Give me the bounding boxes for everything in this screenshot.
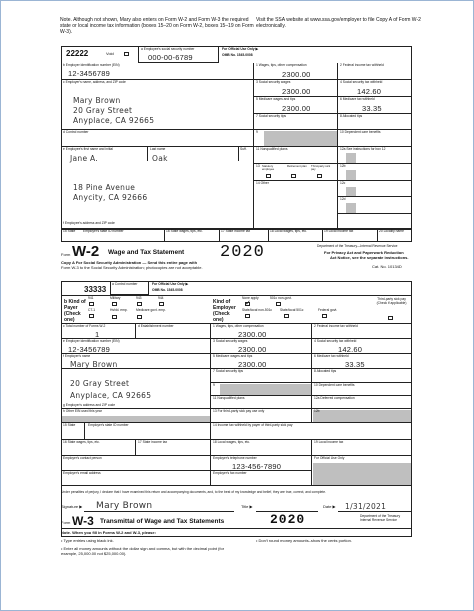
w3-b15-divider (84, 423, 85, 440)
w3-payer-hshld-checkbox[interactable] (112, 315, 117, 319)
w2-form-label: Form (61, 252, 71, 257)
w3-box-c-label: c Total number of Forms W-2 (63, 324, 106, 328)
w2-b14-label: 14 Other (256, 181, 269, 185)
w3-employer-city[interactable]: Anyplace, CA 92665 (70, 391, 152, 400)
w3-payer-medicare: Medicare govt. emp. (136, 308, 166, 312)
w3-emp-state-501c-checkbox[interactable] (284, 314, 289, 318)
w2-b18-label: 18 Local wages, tips, etc. (270, 229, 308, 233)
w2-b7-label: 7 Social security tips (256, 114, 287, 118)
w3-date-label: Date ▶ (323, 504, 336, 509)
w2-box-a-label: a Employee's social security number (141, 47, 195, 51)
w3-email-label: Employer's email address (63, 471, 101, 475)
w2-b3-value[interactable]: 2300.00 (282, 87, 311, 96)
w3-form-label: Form (61, 520, 71, 525)
w2-official-use: For Official Use Only ▶ (222, 47, 259, 51)
w3-payer-medicare-checkbox[interactable] (137, 315, 142, 319)
w2-ssn-value[interactable]: 000-00-6789 (148, 53, 193, 62)
w3-form-name: W-3 (72, 514, 94, 528)
w3-box-h-label: h Other EIN used this year (63, 409, 102, 413)
w2-b2-label: 2 Federal income tax withheld (340, 63, 384, 67)
w3-phone-value[interactable]: 123-456-7890 (232, 462, 282, 471)
w2-b9-label: 9 (256, 130, 258, 134)
w2-12d-code-shade (346, 203, 356, 213)
w2-suff-divider (238, 147, 239, 161)
w2-b15b-label: Employer's state ID number (83, 229, 124, 233)
w2-name-divider (147, 147, 148, 161)
w3-fax-label: Employer's fax number (213, 471, 247, 475)
w3-b11-label: 11 Nonqualified plans (213, 396, 245, 400)
w3-payer-944: 944 (158, 296, 164, 300)
w3-b13-label: 13 For third-party sick pay use only (213, 409, 265, 413)
w3-dept2: Internal Revenue Service (360, 518, 398, 522)
w2-b12b-label: 12b (340, 164, 346, 168)
w2-b17-label: 17 State income tax (221, 229, 251, 233)
w3-b4-label: 4 Social security tax withheld (314, 339, 357, 343)
w3-b17-label: 17 State income tax (138, 440, 168, 444)
w3-b15-label: 15 State (63, 423, 76, 427)
w2-b4-label: 4 Social security tax withheld (340, 80, 383, 84)
w3-b5-value[interactable]: 2300.00 (238, 360, 267, 369)
w3-box-e-label: e Employer identification number (EIN) (63, 339, 120, 343)
w3-b3-value[interactable]: 2300.00 (238, 345, 267, 354)
w2-dept: Department of the Treasury—Internal Revenue Service (317, 244, 398, 248)
w2-employer-city[interactable]: Anyplace, CA 92665 (73, 116, 155, 125)
w3-box-12b-shade (313, 410, 411, 422)
w2-employee-city[interactable]: Anycity, CA 92666 (73, 193, 148, 202)
w3-box-e-value[interactable]: 12-3456789 (68, 345, 111, 354)
w3-payer-military: Military (110, 296, 121, 300)
w2-state-div3 (268, 229, 269, 242)
w3-third-party: Third-party sick pay (Check if applicable) (376, 297, 407, 305)
w3-bullet1: • Type entries using black ink. (61, 538, 114, 543)
w3-b14-label: 14 Income tax withheld by payer of third-party sick pay (213, 423, 293, 427)
w2-box-d-label: d Control number (63, 130, 89, 134)
w2-b10-label: 10 Dependent care benefits (340, 130, 381, 134)
w2-cat: Cat. No. 10134D (372, 264, 402, 269)
w3-perjury: Under penalties of perjury, I declare that I have examined this return and accompanying documents, and, to the best of my knowledge and belief, they are true, correct, and complete. (61, 490, 326, 494)
w3-b7-label: 7 Social security tips (213, 369, 244, 373)
w2-b5-value[interactable]: 2300.00 (282, 104, 311, 113)
w3-official-use: For Official Use Only ▶ (152, 282, 189, 286)
w3-b19-label: 19 Local income tax (314, 440, 344, 444)
w3-b6-label: 6 Medicare tax withheld (314, 354, 349, 358)
w3-payer-941-checkbox[interactable] (89, 302, 94, 306)
w2-void-label: Void (106, 51, 114, 56)
w3-omb: OMB No. 1545-0008 (152, 288, 183, 292)
w3-signature[interactable]: Mary Brown (96, 501, 153, 511)
w2-b15-label: 15 State (63, 229, 76, 233)
w3-payer-military-checkbox[interactable] (112, 302, 117, 306)
w3-emp-federal-checkbox[interactable] (322, 314, 327, 318)
note-left: Note. Although not shown, Mary also enters on Form W-2 and Form W-3 the required state or local income tax information (boxes 15–20 on Form W-2, boxes 15–19 on Form W-3). (60, 17, 254, 35)
w2-control-code: 22222 (66, 49, 89, 58)
w3-b4-value[interactable]: 142.60 (338, 345, 363, 354)
w3-bullet2: • Enter all money amounts without the dollar sign and comma, but with the decimal point (for example, 25,000.00 not $25,000.00). (61, 546, 225, 556)
w3-official-use2: For Official Use Only (314, 456, 345, 460)
w2-b6-label: 6 Medicare tax withheld (340, 97, 375, 101)
w2-12a-code-shade (346, 153, 356, 163)
w2-b1-label: 1 Wages, tips, other compensation (256, 63, 307, 67)
w3-third-party-checkbox[interactable] (388, 316, 393, 320)
w3-year: 2020 (270, 512, 306, 527)
w2-void-checkbox[interactable] (124, 52, 129, 56)
note-right: Visit the SSA website at www.ssa.gov/employer to file Copy A of Form W-2 electronically. (256, 17, 421, 29)
w2-state-div1 (164, 229, 165, 242)
w3-emp-501c: 501c non-govt. (270, 296, 292, 300)
w3-b16-label: 16 State wages, tips, etc. (63, 440, 100, 444)
w2-b11-label: 11 Nonqualified plans (256, 147, 288, 151)
w2-b13-label: 13 (256, 164, 260, 168)
w3-box-c-value[interactable]: 1 (95, 330, 100, 339)
w2-box-c-label: c Employer's name, address, and ZIP code (63, 80, 126, 84)
w3-emp-state-non: State/local non-501c (242, 308, 273, 312)
w3-emp-501c-checkbox[interactable] (276, 302, 281, 306)
w3-box-f-label: f Employer's name (63, 354, 91, 358)
w3-payer-944-checkbox[interactable] (159, 302, 164, 306)
w3-employer-name[interactable]: Mary Brown (70, 360, 118, 369)
w2-b20-label: 20 Locality name (379, 229, 404, 233)
w3-b15b-label: Employer's state ID number (88, 423, 129, 427)
w2-box-e-label: e Employee's first name and initial (63, 147, 113, 151)
w3-payer-hshld: Hshld. emp. (110, 308, 128, 312)
w3-payer-ct1: CT-1 (88, 308, 96, 312)
w3-b5-label: 5 Medicare wages and tips (213, 354, 253, 358)
w2-b12c-label: 12c (340, 181, 346, 185)
w2-b13-opt3: Third-party sick pay (311, 164, 331, 171)
w3-payer-ct1-checkbox[interactable] (89, 314, 94, 318)
w2-12b-code-shade (346, 170, 356, 180)
w2-employer-name[interactable]: Mary Brown (73, 96, 121, 105)
w2-employer-street[interactable]: 20 Gray Street (73, 106, 133, 115)
w2-box-14-blank (338, 214, 412, 229)
w2-privacy1: For Privacy Act and Paperwork Reduction (324, 250, 404, 255)
w3-b12a-label: 12a Deferred compensation (314, 396, 355, 400)
w3-payer-943: 943 (136, 296, 142, 300)
w3-b2-label: 2 Federal income tax withheld (314, 324, 358, 328)
w3-employer-street[interactable]: 20 Gray Street (70, 379, 130, 388)
w2-suff-label: Suff. (240, 147, 247, 151)
w2-b1-value[interactable]: 2300.00 (282, 70, 311, 79)
w3-date-line (338, 511, 412, 512)
w2-b5-label: 5 Medicare wages and tips (256, 97, 296, 101)
w3-emp-state-non-checkbox[interactable] (245, 314, 250, 318)
w3-emp-none-check-mark: ✓ (245, 300, 251, 307)
w3-box-a-label: a Control number (112, 282, 138, 286)
w2-state-div4 (322, 229, 323, 242)
w2-privacy2: Act Notice, see the separate instructions. (330, 255, 409, 260)
w2-box-9-shade (264, 131, 337, 146)
w2-box-b-label: b Employer identification number (EIN) (63, 63, 120, 67)
w3-footer-rule (61, 528, 412, 529)
w2-copy-line1: Copy A For Social Security Administration — Send this entire page with (61, 260, 198, 265)
w2-employee-street[interactable]: 18 Pine Avenue (73, 183, 136, 192)
w3-emp-federal: Federal govt. (318, 308, 338, 312)
w3-date[interactable]: 1/31/2021 (345, 502, 387, 511)
w2-b8-label: 8 Allocated tips (340, 114, 363, 118)
w3-payer-943-checkbox[interactable] (137, 302, 142, 306)
w3-box-g-label: g Employer's address and ZIP code (63, 403, 116, 407)
w3-b10-label: 10 Dependent care benefits (314, 383, 355, 387)
w3-b12b-label: 12b (314, 409, 320, 413)
w3-kind-employer: Kind of Employer (Check one) (213, 299, 236, 323)
w3-signature-label: Signature ▶ (61, 504, 83, 509)
w2-b16-label: 16 State wages, tips, etc. (166, 229, 203, 233)
w3-send-note: Note. When you fill in Forms W-2 and W-3, please: (61, 530, 156, 535)
w2-form-title: Wage and Tax Statement (108, 249, 185, 256)
w2-omb: OMB No. 1545-0008 (222, 53, 253, 57)
w2-b13-opt1: Statutory employee (262, 164, 275, 171)
w3-box-9-shade (220, 384, 311, 395)
w3-box-h-shade (62, 416, 210, 422)
w3-emp-none: None apply (242, 296, 259, 300)
w2-form-name: W-2 (72, 243, 100, 260)
w2-sickpay-checkbox[interactable] (317, 174, 322, 178)
w3-b9-label: 9 (213, 383, 215, 387)
w2-box-f-label: f Employee's address and ZIP code (63, 221, 115, 225)
w3-payer-options (86, 296, 211, 323)
w3-b18-label: 18 Local wages, tips, etc. (213, 440, 251, 444)
w2-b12a-label: 12a See instructions for box 12 (340, 147, 386, 151)
w2-box-d (61, 130, 254, 147)
w2-12c-code-shade (346, 187, 356, 196)
w2-retirement-checkbox[interactable] (291, 174, 296, 178)
w3-b1-value[interactable]: 2300.00 (238, 330, 267, 339)
w3-emp-state-501c: State/local 501c (280, 308, 304, 312)
w3-kind-payer: b Kind of Payer (Check one) (64, 299, 86, 323)
w2-employee-first[interactable]: Jane A. (70, 154, 99, 163)
w2-b6-value[interactable]: 33.35 (362, 104, 382, 113)
w3-dept1: Department of the Treasury (360, 514, 401, 518)
w2-state-div5 (377, 229, 378, 242)
w2-year: 2020 (220, 243, 265, 262)
w3-control-code: 33333 (84, 285, 107, 294)
w2-b19-label: 19 Local income tax (324, 229, 354, 233)
w3-phone-label: Employer's telephone number (213, 456, 257, 460)
w2-b3-label: 3 Social security wages (256, 80, 291, 84)
w3-form-title: Transmittal of Wage and Tax Statements (100, 518, 225, 525)
w3-b3-label: 3 Social security wages (213, 339, 248, 343)
w3-contact-label: Employer's contact person (63, 456, 102, 460)
w2-box-14 (254, 181, 338, 229)
w2-statutory-checkbox[interactable] (266, 174, 271, 178)
w2-b13-opt2: Retirement plan (287, 164, 307, 168)
w3-official-use-shade (313, 463, 411, 485)
w2-b12d-label: 12d (340, 197, 346, 201)
w2-last-name-label: Last name (150, 147, 166, 151)
w3-b8-label: 8 Allocated tips (314, 369, 337, 373)
w3-title-label: Title ▶ (241, 504, 253, 509)
w2-state-div2 (219, 229, 220, 242)
w3-employer-options (240, 296, 360, 323)
w2-ein-value[interactable]: 12-3456789 (68, 69, 111, 78)
w3-payer-941: 941 (88, 296, 94, 300)
w2-b4-value[interactable]: 142.60 (357, 87, 382, 96)
w3-b1-label: 1 Wages, tips, other compensation (213, 324, 264, 328)
w3-b6-value[interactable]: 33.35 (345, 360, 365, 369)
w3-bullet3: • Don't round money amounts–show the cents portion. (256, 538, 352, 543)
w3-signature-line (84, 511, 234, 512)
w2-employee-last[interactable]: Oak (152, 154, 168, 163)
w3-box-d-label: d Establishment number (138, 324, 174, 328)
w2-copy-line2: Form W-3 to the Social Security Administration; photocopies are not acceptable. (61, 265, 203, 270)
